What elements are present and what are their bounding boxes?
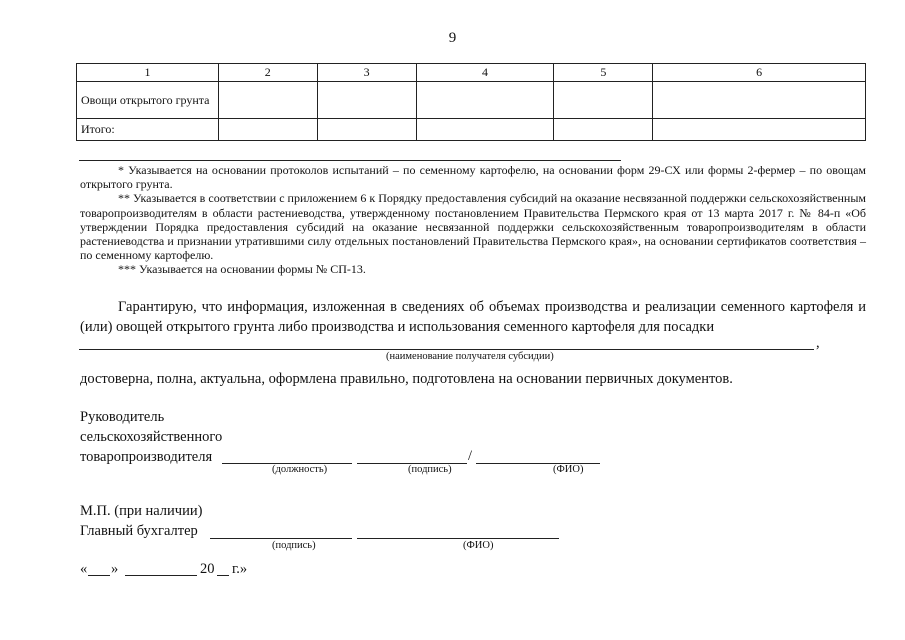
table-cell <box>653 119 866 141</box>
column-header: 1 <box>77 64 219 82</box>
head-title-line3: товаропроизводителя <box>80 449 213 465</box>
row-label: Овощи открытого грунта <box>77 82 219 119</box>
table-cell <box>416 119 554 141</box>
table-row <box>77 119 866 141</box>
head-title-line1: Руководитель <box>80 409 165 425</box>
table-cell <box>317 82 416 119</box>
recipient-caption: (наименование получателя субсидии) <box>386 351 554 362</box>
footnotes <box>80 163 866 277</box>
signature-slash: / <box>468 448 473 464</box>
date-year-prefix: 20 <box>200 561 215 577</box>
table-cell <box>218 119 317 141</box>
date-year-line <box>217 575 229 576</box>
signature-caption: (подпись) <box>408 464 452 475</box>
table-row <box>77 82 866 119</box>
column-header: 5 <box>554 64 653 82</box>
column-header: 3 <box>317 64 416 82</box>
column-header: 2 <box>218 64 317 82</box>
footnote-separator <box>79 160 621 161</box>
accountant-name-caption: (ФИО) <box>463 540 494 551</box>
date-day-line <box>88 575 110 576</box>
table-cell <box>218 82 317 119</box>
accountant-signature-line <box>210 538 352 539</box>
table-header-row <box>77 64 866 82</box>
table-cell <box>653 82 866 119</box>
column-header: 6 <box>653 64 866 82</box>
accountant-name-line <box>357 538 559 539</box>
recipient-comma: , <box>816 335 820 351</box>
table-cell <box>416 82 554 119</box>
guarantee-text: Гарантирую, что информация, изложенная в сведениях об объемах производства и реализации семенного картофеля и (или) овощей открытого грунта либо производства и использования семенного картофеля для посадки <box>80 299 866 335</box>
page-number: 9 <box>448 30 457 46</box>
table-cell <box>317 119 416 141</box>
footnote-1: * Указывается на основании протоколов испытаний – по семенному картофелю, на основании форм 29-СХ или формы 2-фермер – по овощам открытого грунта. <box>80 163 866 192</box>
table-cell <box>554 119 653 141</box>
table-cell <box>554 82 653 119</box>
row-label: Итого: <box>77 119 219 141</box>
head-title-line2: сельскохозяйственного <box>80 429 223 445</box>
name-caption: (ФИО) <box>553 464 584 475</box>
date-open-quote: « <box>80 561 88 577</box>
position-caption: (должность) <box>272 464 328 475</box>
column-header: 4 <box>416 64 554 82</box>
production-table <box>76 63 866 141</box>
recipient-name-line <box>79 349 814 350</box>
footnote-3: *** Указывается на основании формы № СП-13. <box>118 262 366 277</box>
conclusion-text: достоверна, полна, актуальна, оформлена правильно, подготовлена на основании первичных документов. <box>80 371 733 387</box>
footnote-2: ** Указывается в соответствии с приложением 6 к Порядку предоставления субсидий на оказание несвязанной поддержки сельскохозяйственным товаропроизводителям в области растениеводства, утвержденному постановлением Правительства Пермского края от 13 марта 2017 г. № 84-п «Об утверждении Порядка предоставления субсидий на оказание несвязанной поддержки сельскохозяйственным товаропроизводителям в области растениеводства и признании утратившими силу отдельных постановлений Правительства Пермского края», на основании сертификатов соответствия – по семенному картофелю. <box>80 191 866 263</box>
accountant-label: Главный бухгалтер <box>80 523 198 539</box>
stamp-label: М.П. (при наличии) <box>80 503 203 519</box>
date-month-line <box>125 575 197 576</box>
accountant-signature-caption: (подпись) <box>272 540 316 551</box>
date-close-quote: » <box>111 561 119 577</box>
date-year-suffix: г.» <box>232 561 248 577</box>
